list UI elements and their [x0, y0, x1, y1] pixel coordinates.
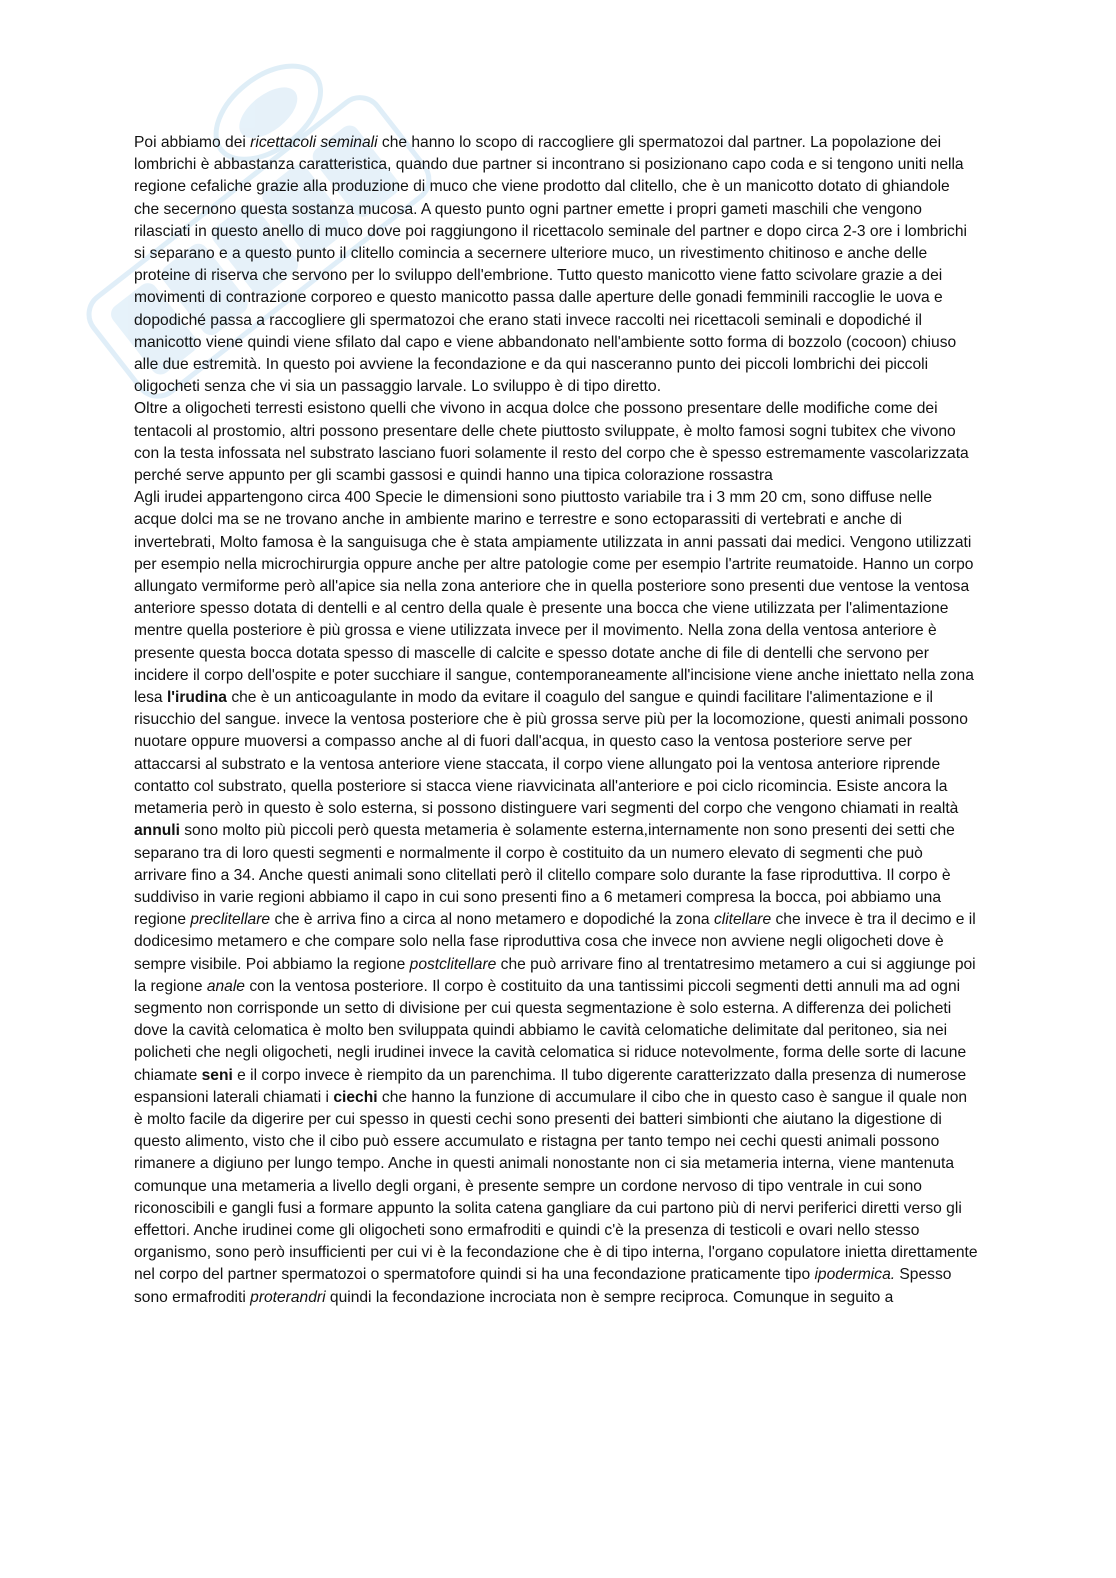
text-run: con la ventosa posteriore. Il corpo è costituito da una tantissimi piccoli segmenti detti annuli ma ad ogni segmento non corrisponde un setto di divisione per cui questa segmentazione è solo esterna. A differenza dei policheti dove la cavità celomatica è molto ben sviluppata quindi abbiamo le cavità celomatiche delimitate dal peritoneo, sia nei policheti che negli oligocheti, negli irudinei invece la cavità celomatica si riduce notevolmente, forma delle sorte di lacune chiamate	[134, 977, 967, 1084]
paragraph-p2	[134, 398, 978, 487]
text-run: che può arrivare fino al trentatresimo metamero a cui si aggiunge poi la regione	[134, 955, 976, 995]
text-run: Oltre a oligocheti terresti esistono quelli che vivono in acqua dolce che possono presentare delle modifiche come dei tentacoli al prostomio, altri possono presentare delle chete piuttosto sviluppate, è molto famosi sogni tubitex che vivono con la testa infossata nel substrato lasciano fuori solamente il resto del corpo che è spesso estremamente vascolarizzata perché serve appunto per gli scambi gassosi e quindi hanno una tipica colorazione rossastra	[134, 400, 969, 485]
italic-term: ipodermica.	[814, 1266, 896, 1284]
italic-term: preclitellare	[190, 911, 271, 929]
italic-term: postclitellare	[409, 955, 497, 973]
text-run: quindi la fecondazione incrociata non è sempre reciproca. Comunque in seguito a	[325, 1288, 894, 1306]
text-run: Poi abbiamo dei	[134, 134, 251, 151]
bold-term: l'irudina	[166, 689, 227, 707]
bold-term: ciechi	[333, 1088, 378, 1106]
text-run: che hanno lo scopo di raccogliere gli spermatozoi dal partner. La popolazione dei lombrichi è abbastanza caratteristica, quando due partner si incontrano si posizionano capo coda e si tengono uniti nella regione cefaliche grazie alla produzione di muco che viene prodotto dal clitello, che è un manicotto dotato di ghiandole che secernono questa sostanza mucosa. A questo punto ogni partner emette i propri gameti maschili che vengono rilasciati in questo anello di muco dove poi raggiungono il ricettacolo seminale del partner e dopo circa 2-3 ore i lombrichi si separano e a questo punto il clitello comincia a secernere ulteriore muco, un rivestimento chitinoso e anche delle proteine di riserva che servono per lo sviluppo dell'embrione. Tutto questo manicotto viene fatto scivolare grazie a dei movimenti di contrazione corporeo e questo manicotto passa dalle aperture delle gonadi femminili raccoglie le uova e dopodiché passa a raccogliere gli spermatozoi che erano stati invece raccolti nei ricettacoli seminali e dopodiché il manicotto viene quindi viene sfilato dal capo e viene abbandonato nell'ambiente sotto forma di bozzolo (cocoon) chiuso alle due estremità. In questo poi avviene la fecondazione e da qui nasceranno punto dei piccoli lombrichi dei piccoli oligocheti senza che vi sia un passaggio larvale. Lo sviluppo è di tipo diretto.	[134, 134, 967, 396]
italic-term: anale	[206, 977, 245, 995]
text-run: Spesso sono ermafroditi	[134, 1266, 952, 1306]
text-run: Agli irudei appartengono circa 400 Specie le dimensioni sono piuttosto variabile tra i 3 mm 20 cm, sono diffuse nelle acque dolci ma se ne trovano anche in ambiente marino e terrestre e sono ectoparassiti di vertebrati e anche di invertebrati, Molto famosa è la sanguisuga che è stata ampiamente utilizzata in anni passati dai medici. Vengono utilizzati per esempio nella microchirurgia oppure anche per altre patologie come per esempio l'artrite reumatoide. Hanno un corpo allungato vermiforme però all'apice sia nella zona anteriore che in quella posteriore sono presenti due ventose la ventosa anteriore spesso dotata di dentelli e al centro della quale è presente una bocca che viene utilizzata per l'alimentazione mentre quella posteriore è più grossa e viene utilizzata invece per il movimento. Nella zona della ventosa anteriore è presente questa bocca dotata spesso di mascelle di calcite e spesso dotate anche di file di dentelli che servono per incidere il corpo dell'ospite e poter succhiare il sangue, contemporaneamente all'incisione viene anche iniettato nella zona lesa	[134, 489, 974, 707]
document-body	[134, 132, 978, 1309]
text-run: che è un anticoagulante in modo da evitare il coagulo del sangue e quindi facilitare l'alimentazione e il risucchio del sangue. invece la ventosa posteriore che è più grossa serve più per la locomozione, questi animali possono nuotare oppure muoversi a compasso anche al di fuori dall'acqua, in questo caso la ventosa posteriore serve per attaccarsi al substrato e la ventosa anteriore viene staccata, il corpo viene allungato poi la ventosa anteriore riprende contatto col substrato, quella posteriore si stacca viene riavvicinata all'anteriore e poi ciclo ricomincia. Esiste ancora la metameria però in questo è solo esterna, si possono distinguere vari segmenti del corpo che vengono chiamati in realtà	[134, 689, 968, 818]
text-run: che invece è tra il decimo e il dodicesimo metamero e che compare solo nella fase riproduttiva cosa che invece non avviene negli oligocheti dove è sempre visibile. Poi abbiamo la regione	[134, 911, 976, 973]
text-run: che è arriva fino a circa al nono metamero e dopodiché la zona	[270, 911, 714, 929]
italic-term: ricettacoli seminali	[250, 134, 378, 151]
text-run: che hanno la funzione di accumulare il cibo che in questo caso è sangue il quale non è molto facile da digerire per cui spesso in questi cechi sono presenti dei batteri simbionti che aiutano la digestione di questo alimento, visto che il cibo può essere accumulato e ristagna per tanto tempo nei cechi questi animali possono rimanere a digiuno per lungo tempo. Anche in questi animali nonostante non ci sia metameria interna, viene mantenuta comunque una metameria a livello degli organi, è presente sempre un cordone nervoso di tipo ventrale in cui sono riconoscibili e gangli fusi a formare appunto la solita catena gangliare da cui partono più di nervi periferici diretti verso gli effettori. Anche irudinei come gli oligocheti sono ermafroditi e quindi c'è la presenza di testicoli e ovari nello stesso organismo, sono però insufficienti per cui vi è la fecondazione che è di tipo interna, l'organo copulatore inietta direttamente nel corpo del partner spermatozoi o spermatofore quindi si ha una fecondazione praticamente tipo	[134, 1088, 978, 1284]
bold-term: annuli	[134, 822, 180, 840]
text-run: e il corpo invece è riempito da un parenchima. Il tubo digerente caratterizzato dalla presenza di numerose espansioni laterali chiamati i	[134, 1066, 967, 1106]
italic-term: clitellare	[713, 911, 772, 929]
italic-term: proterandri	[250, 1288, 326, 1306]
text-run: sono molto più piccoli però questa metameria è solamente esterna,internamente non sono presenti dei setti che separano tra di loro questi segmenti e normalmente il corpo è costituito da un numero elevato di segmenti che può arrivare fino a 34. Anche questi animali sono clitellati però il clitello compare solo durante la fase riproduttiva. Il corpo è suddiviso in varie regioni abbiamo il capo in cui sono presenti fino a 6 metameri compresa la bocca, poi abbiamo una regione	[134, 822, 955, 929]
paragraph-p3	[134, 487, 978, 1309]
paragraph-p1	[134, 132, 978, 398]
bold-term: seni	[201, 1066, 233, 1084]
